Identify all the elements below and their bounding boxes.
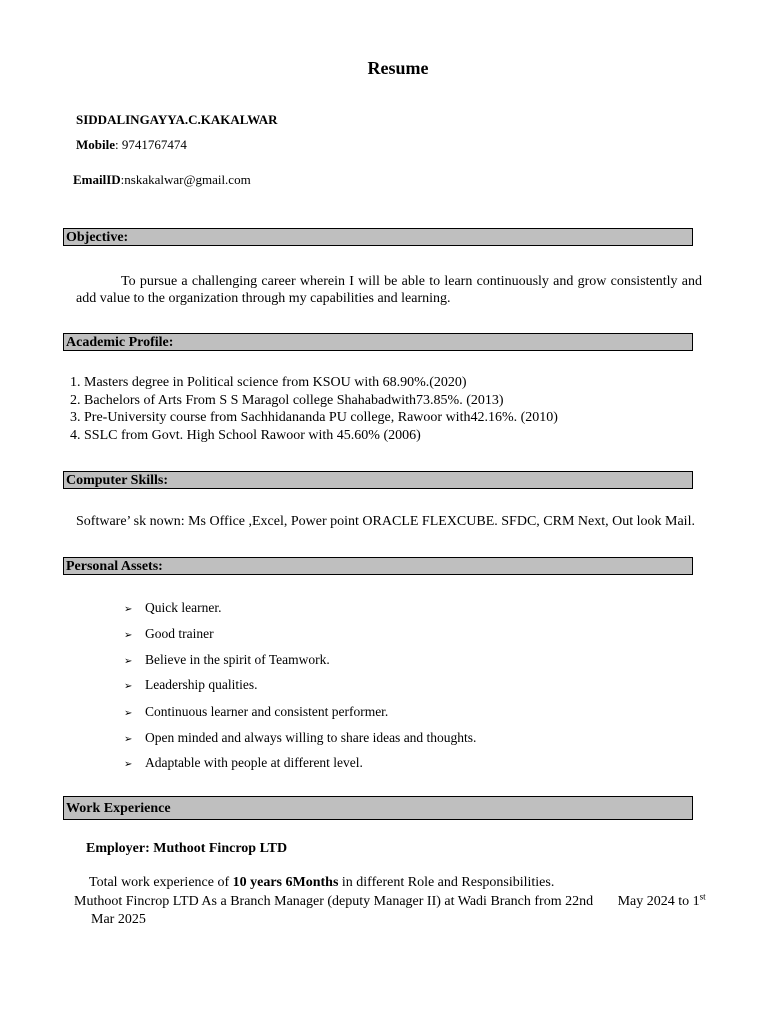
candidate-name: SIDDALINGAYYA.C.KAKALWAR: [76, 112, 278, 127]
work-role-line: [74, 891, 706, 910]
arrow-bullet-icon: ➢: [124, 630, 133, 641]
asset-text: Good trainer: [145, 626, 214, 641]
asset-item: [124, 677, 257, 693]
objective-heading-bar: [63, 228, 693, 246]
total-experience-line: [89, 875, 554, 891]
total-experience-duration: 10 years 6Months: [232, 875, 339, 890]
email-label: EmailID: [73, 172, 121, 187]
personal-assets-heading-bar: [63, 557, 693, 575]
asset-item: [124, 600, 221, 616]
personal-assets-heading: Personal Assets:: [66, 559, 163, 574]
asset-item: [124, 626, 214, 642]
academic-list: [70, 374, 558, 445]
work-role-end-date: Mar 2025: [91, 912, 146, 927]
academic-heading: Academic Profile:: [66, 335, 174, 350]
work-role-text: Muthoot Fincrop LTD As a Branch Manager (deputy Manager II) at Wadi Branch from 22nd May 2024 to 1: [74, 894, 700, 909]
arrow-bullet-icon: ➢: [124, 759, 133, 770]
employer-line: Employer: Muthoot Fincrop LTD: [86, 841, 288, 856]
asset-item: [124, 704, 388, 720]
objective-paragraph: [76, 273, 702, 307]
objective-text: To pursue a challenging career wherein I will be able to learn continuously and grow consistently and add value to the organization through my capabilities and learning.: [76, 274, 702, 306]
email-value: :nskakalwar@gmail.com: [120, 172, 251, 187]
total-experience-prefix: Total work experience of: [89, 875, 233, 890]
arrow-bullet-icon: ➢: [124, 604, 133, 615]
work-experience-heading-bar: [63, 796, 693, 820]
arrow-bullet-icon: ➢: [124, 656, 133, 667]
mobile-line: [76, 137, 187, 153]
computer-skills-text: Software’ sk nown: Ms Office ,Excel, Power point ORACLE FLEXCUBE. SFDC, CRM Next, Out look Mail.: [76, 514, 695, 529]
work-role-superscript: st: [699, 891, 706, 902]
asset-text: Open minded and always willing to share ideas and thoughts.: [145, 730, 477, 745]
mobile-value: : 9741767474: [115, 137, 187, 152]
asset-text: Adaptable with people at different level.: [145, 755, 363, 770]
asset-text: Believe in the spirit of Teamwork.: [145, 652, 330, 667]
arrow-bullet-icon: ➢: [124, 681, 133, 692]
mobile-label: Mobile: [76, 137, 115, 152]
total-experience-suffix: in different Role and Responsibilities.: [338, 875, 555, 890]
work-experience-heading: Work Experience: [66, 801, 171, 816]
academic-heading-bar: [63, 333, 693, 351]
asset-item: [124, 730, 476, 746]
asset-text: Quick learner.: [145, 600, 222, 615]
computer-skills-heading: Computer Skills:: [66, 473, 169, 488]
arrow-bullet-icon: ➢: [124, 708, 133, 719]
asset-item: [124, 755, 363, 771]
computer-skills-heading-bar: [63, 471, 693, 489]
academic-item: 4. SSLC from Govt. High School Rawoor with 45.60% (2006): [70, 428, 421, 444]
academic-item: 3. Pre-University course from Sachhidananda PU college, Rawoor with42.16%. (2010): [70, 410, 558, 426]
page-title: Resume: [367, 58, 429, 78]
email-line: [73, 172, 251, 188]
asset-item: [124, 652, 330, 668]
academic-item: 1. Masters degree in Political science from KSOU with 68.90%.(2020): [70, 375, 467, 390]
academic-item: 2. Bachelors of Arts From S S Maragol college Shahabadwith73.85%. (2013): [70, 392, 504, 408]
asset-text: Continuous learner and consistent performer.: [145, 704, 389, 719]
arrow-bullet-icon: ➢: [124, 734, 133, 745]
objective-heading: Objective:: [66, 230, 129, 245]
asset-text: Leadership qualities.: [145, 677, 258, 692]
